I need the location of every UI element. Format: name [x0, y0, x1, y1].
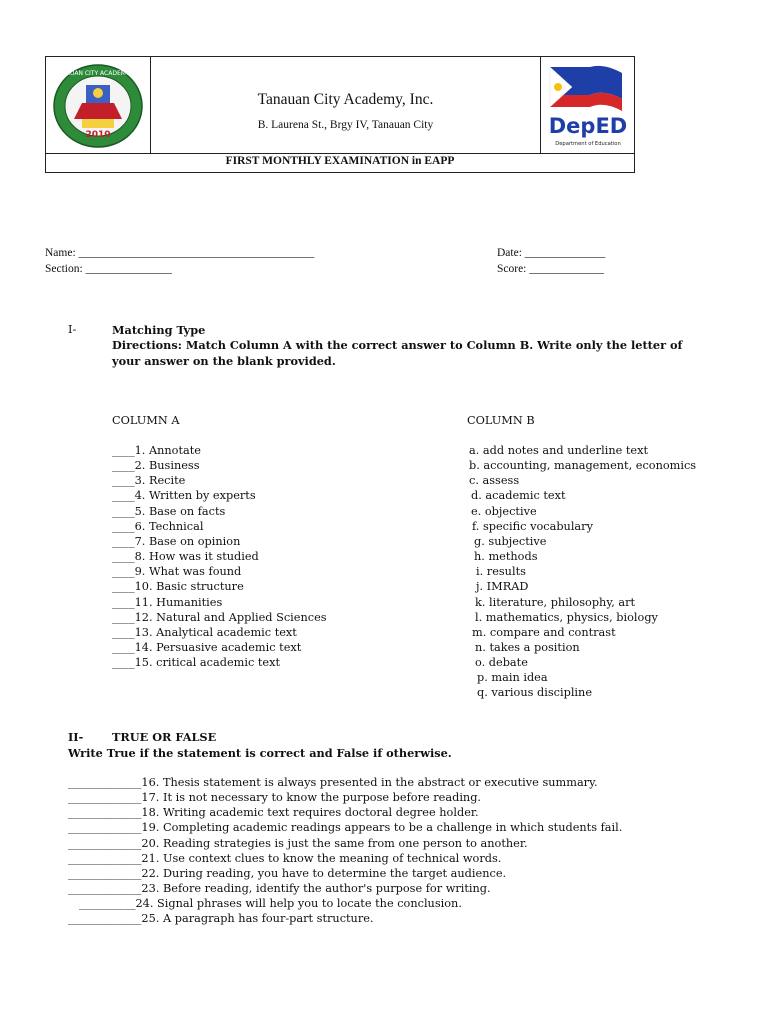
deped-logo [544, 59, 636, 151]
true-false-item[interactable]: _____________20. Reading strategies is just the same from one person to another. [68, 836, 528, 850]
true-false-item[interactable]: _____________22. During reading, you have to determine the target audience. [68, 866, 507, 880]
true-false-item[interactable]: _____________23. Before reading, identify the author's purpose for writing. [68, 882, 491, 896]
seal-year: 2010 [85, 130, 111, 140]
part1-numeral: I- [68, 323, 77, 336]
column-a-item[interactable]: ____13. Analytical academic text [112, 625, 297, 639]
column-b-item[interactable]: c. assess [469, 474, 520, 488]
date-field[interactable]: Date: ______________ [497, 247, 606, 259]
part2-numeral: II- [68, 730, 84, 744]
exam-header [45, 56, 635, 173]
part1-directions-cont: your answer on the blank provided. [112, 354, 336, 368]
column-b-item[interactable]: n. takes a position [475, 640, 580, 654]
column-b-item[interactable]: h. methods [474, 550, 538, 564]
deped-logo-text: DepED [548, 114, 628, 138]
column-a-item[interactable]: ____5. Base on facts [112, 504, 226, 518]
column-a-item[interactable]: ____10. Basic structure [112, 580, 244, 594]
column-b-item[interactable]: m. compare and contrast [472, 625, 616, 639]
column-a-item[interactable]: ____2. Business [112, 459, 200, 473]
column-b-item[interactable]: i. results [476, 565, 526, 579]
column-b-item[interactable]: d. academic text [471, 489, 566, 503]
seal-text: TANAUAN CITY ACADEMY INC [54, 70, 142, 77]
column-a-item[interactable]: ____11. Humanities [112, 595, 223, 609]
column-a-item[interactable]: ____14. Persuasive academic text [112, 640, 302, 654]
column-b-item[interactable]: q. various discipline [477, 686, 593, 700]
column-a-item[interactable]: ____15. critical academic text [112, 656, 281, 670]
column-a-item[interactable]: ____12. Natural and Applied Sciences [112, 610, 327, 624]
section-field[interactable]: Section: _______________ [45, 263, 172, 275]
column-b-item[interactable]: j. IMRAD [476, 580, 529, 594]
true-false-item[interactable]: _____________25. A paragraph has four-part structure. [68, 912, 374, 926]
true-false-item[interactable]: _____________21. Use context clues to know the meaning of technical words. [68, 851, 502, 865]
true-false-item[interactable]: _____________17. It is not necessary to know the purpose before reading. [68, 791, 482, 805]
column-b-item[interactable]: g. subjective [474, 534, 547, 548]
column-a-item[interactable]: ____7. Base on opinion [112, 534, 241, 548]
divider [540, 57, 541, 153]
part2-directions: Write True if the statement is correct and False if otherwise. [68, 746, 452, 760]
column-a-item[interactable]: ____9. What was found [112, 565, 242, 579]
column-b-item[interactable]: l. mathematics, physics, biology [475, 610, 658, 624]
school-seal-logo [52, 63, 144, 149]
column-a-item[interactable]: ____6. Technical [112, 519, 204, 533]
column-b-item[interactable]: f. specific vocabulary [472, 519, 593, 533]
column-a-item[interactable]: ____4. Written by experts [112, 489, 256, 503]
column-a-item[interactable]: ____1. Annotate [112, 444, 201, 457]
school-name: Tanauan City Academy, Inc. [257, 91, 434, 108]
column-b-item[interactable]: a. add notes and underline text [469, 444, 649, 457]
part2-title: TRUE OR FALSE [112, 730, 217, 744]
score-field[interactable]: Score: _____________ [497, 263, 605, 275]
column-b-item[interactable]: e. objective [471, 504, 537, 518]
column-b-header: COLUMN B [467, 414, 535, 427]
true-false-item[interactable]: _____________18. Writing academic text requires doctoral degree holder. [68, 806, 479, 820]
column-b-item[interactable]: k. literature, philosophy, art [475, 595, 636, 609]
part1-title: Matching Type [112, 323, 206, 337]
true-false-item[interactable]: _____________19. Completing academic readings appears to be a challenge in which students fail. [68, 821, 623, 835]
true-false-item[interactable]: _____________16. Thesis statement is always presented in the abstract or executive summary. [68, 776, 598, 789]
true-false-item[interactable]: __________24. Signal phrases will help you to locate the conclusion. [79, 897, 462, 911]
column-a-item[interactable]: ____8. How was it studied [112, 550, 259, 564]
column-b-item[interactable]: p. main idea [477, 671, 548, 685]
column-a-header: COLUMN A [112, 414, 180, 427]
divider [46, 153, 634, 154]
column-a-item[interactable]: ____3. Recite [112, 474, 186, 488]
name-field[interactable]: Name: _________________________________________ [45, 247, 315, 259]
part1-directions: Directions: Match Column A with the correct answer to Column B. Write only the letter of [112, 338, 683, 352]
exam-title: FIRST MONTHLY EXAMINATION in EAPP [225, 155, 455, 167]
school-address: B. Laurena St., Brgy IV, Tanauan City [257, 119, 434, 131]
deped-caption: Department of Education [555, 141, 621, 147]
column-b-item[interactable]: b. accounting, management, economics [469, 459, 697, 473]
column-b-item[interactable]: o. debate [475, 656, 528, 670]
